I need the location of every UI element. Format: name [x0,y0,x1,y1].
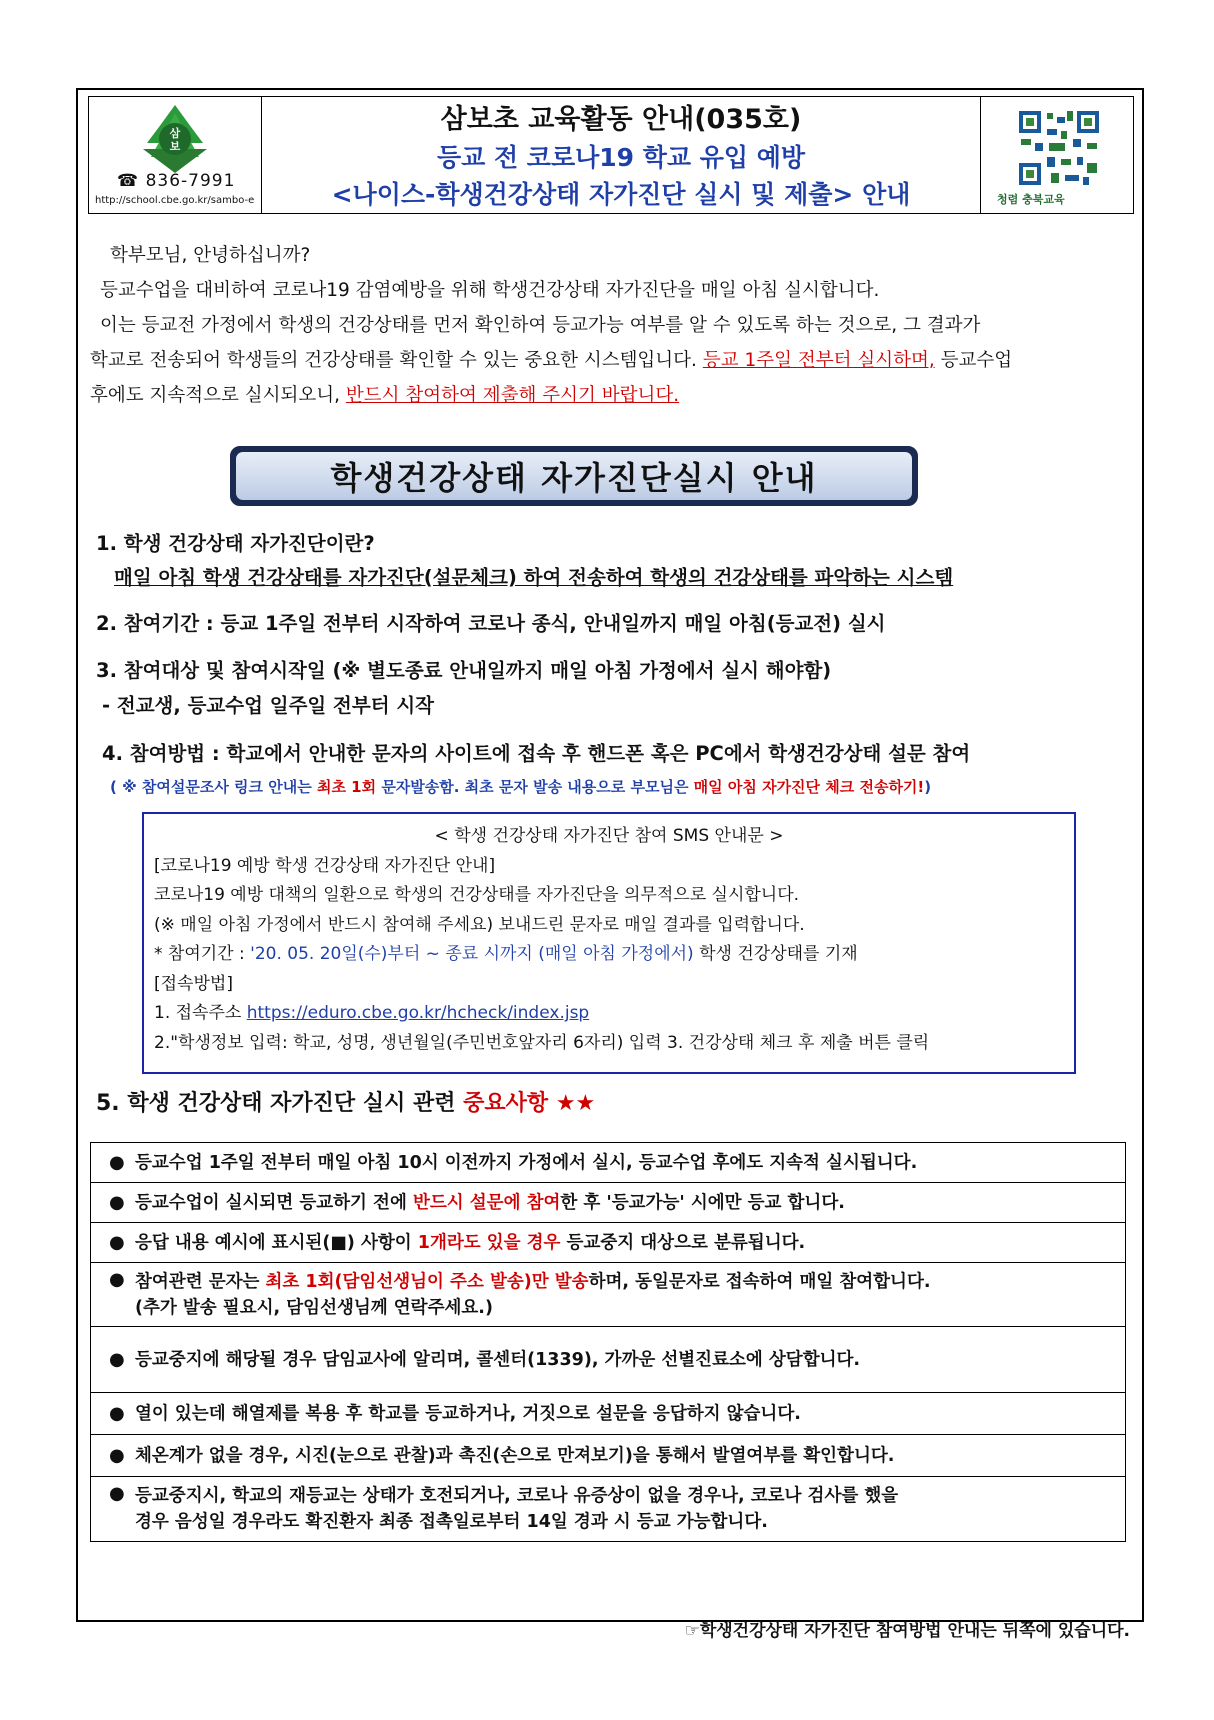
row-highlight: 최초 1회(담임선생님이 주소 발송)만 발송 [265,1272,589,1292]
row-text: 등교수업 1주일 전부터 매일 아침 10시 이전까지 가정에서 실시, 등교수업 후에도 지속적 실시됩니다. [135,1152,918,1173]
sms-line: [코로나19 예방 학생 건강상태 자가진단 안내] [154,855,496,876]
sms-span: 1. 접속주소 [154,1003,247,1023]
bullet-icon: ● [109,1349,125,1370]
bullet-icon: ● [109,1483,125,1504]
row-highlight: 반드시 설문에 참여 [412,1192,561,1213]
note-row [91,1393,1125,1435]
bullet-icon: ● [109,1445,125,1466]
row-span: 참여관련 문자는 [135,1272,266,1292]
section-2: 2. 참여기간 : 등교 1주일 전부터 시작하여 코로나 종식, 안내일까지 매일 아침(등교전) 실시 [96,612,886,635]
row-span: 등교중지 대상으로 분류됩니다. [560,1232,806,1253]
bullet-icon: ● [109,1152,125,1173]
footer-note: ☞학생건강상태 자가진단 참여방법 안내는 뒤쪽에 있습니다. [684,1621,1130,1641]
row-span: 등교수업이 실시되면 등교하기 전에 [135,1192,413,1213]
banner-title: 학생건강상태 자가진단실시 안내 [236,452,912,500]
page-frame [76,88,1144,1641]
school-url[interactable]: http://school.cbe.go.kr/sambo-e [95,195,255,206]
note-span: ) [924,778,932,796]
qr-cell [981,97,1133,213]
intro-line: 등교수업을 대비하여 코로나19 감염예방을 위해 학생건강상태 자가진단을 매일 아침 실시합니다. [100,280,880,301]
important-notes-table [90,1142,1126,1542]
sms-span: 학생 건강상태를 기재 [693,944,858,964]
svg-text:삼: 삼 [169,127,181,140]
section-1-title: 1. 학생 건강상태 자가진단이란? [96,532,375,555]
section-banner [230,446,918,506]
school-logo-icon [133,103,217,175]
sms-notice-box [142,812,1076,1074]
sms-line: [접속방법] [154,973,233,994]
school-logo-cell [89,97,262,213]
row-span: 경우 음성일 경우라도 확진환자 최종 접촉일로부터 14일 경과 시 등교 가능합니다. [135,1512,768,1532]
section-5-highlight: 중요사항 ★★ [463,1091,596,1116]
intro-line [90,378,1136,413]
row-span: 등교중지시, 학교의 재등교는 상태가 호전되거나, 코로나 유증상이 없을 경우나, 코로나 검사를 했을 [135,1486,899,1506]
intro-text [90,238,1136,413]
bullet-icon: ● [109,1269,125,1290]
row-text [135,1483,898,1535]
intro-highlight: 등교 1주일 전부터 실시하며, [702,350,935,371]
sms-line [154,940,1064,970]
section-4-note [110,776,931,797]
row-span: 하며, 동일문자로 접속하여 매일 참여합니다. [588,1272,931,1292]
note-row [91,1263,1125,1327]
section-3-title: 3. 참여대상 및 참여시작일 (※ 별도종료 안내일까지 매일 아침 가정에서 실시 해야함) [96,659,832,682]
note-highlight: 최초 1회 [316,778,377,796]
note-row [91,1183,1125,1223]
svg-text:보: 보 [169,140,181,153]
intro-highlight: 반드시 참여하여 제출해 주시기 바랍니다. [345,385,680,406]
hcheck-link[interactable]: https://eduro.cbe.go.kr/hcheck/index.jsp [246,1003,590,1023]
note-row [91,1435,1125,1477]
header-table [88,96,1134,214]
sms-line: (※ 매일 아침 가정에서 반드시 참여해 주세요) 보내드린 문자로 매일 결과를 입력합니다. [154,914,805,935]
note-row [91,1223,1125,1263]
sms-title: < 학생 건강상태 자가진단 참여 SMS 안내문 > [434,826,784,846]
sms-line [154,999,1064,1029]
section-1-body: 매일 아침 학생 건강상태를 자가진단(설문체크) 하여 전송하여 학생의 건강상태를 파악하는 시스템 [114,566,954,589]
qr-code-icon [1017,109,1101,187]
sms-line: 2."학생정보 입력: 학교, 성명, 생년월일(주민번호앞자리 6자리) 입력 3. 건강상태 체크 후 제출 버튼 클릭 [154,1032,930,1053]
row-text [135,1269,931,1321]
row-highlight: 1개라도 있을 경우 [417,1232,561,1253]
title-cell [262,97,981,213]
section-3-body: - 전교생, 등교수업 일주일 전부터 시작 [102,694,435,717]
note-row [91,1327,1125,1393]
row-text [135,1230,805,1256]
greeting: 학부모님, 안녕하십니까? [110,245,311,266]
note-highlight: 매일 아침 자가진단 체크 전송하기! [693,778,925,796]
row-text: 열이 있는데 해열제를 복용 후 학교를 등교하거나, 거짓으로 설문을 응답하지 않습니다. [135,1403,801,1424]
row-text: 등교중지에 해당될 경우 담임교사에 알리며, 콜센터(1339), 가까운 선별진료소에 상담합니다. [135,1349,861,1370]
intro-line [90,343,1136,378]
section-4-title: 4. 참여방법 : 학교에서 안내한 문자의 사이트에 접속 후 핸드폰 혹은 PC에서 학생건강상태 설문 참여 [102,742,971,765]
school-phone: ☎ 836-7991 [117,171,236,191]
row-span: 응답 내용 예시에 표시된(■) 사항이 [135,1232,418,1253]
qr-caption: 청렴 충북교육 [997,193,1065,206]
document-subtitle-2: <나이스-학생건강상태 자가진단 실시 및 제출> 안내 [331,180,911,209]
row-text [135,1190,845,1216]
row-span: (추가 발송 필요시, 담임선생님께 연락주세요.) [135,1298,493,1318]
sms-line: 코로나19 예방 대책의 일환으로 학생의 건강상태를 자가진단을 의무적으로 실시합니다. [154,885,800,905]
document-subtitle: 등교 전 코로나19 학교 유입 예방 [436,143,806,172]
intro-span: 학교로 전송되어 학생들의 건강상태를 확인할 수 있는 중요한 시스템입니다. [90,350,697,371]
sms-period: '20. 05. 20일(수)부터 ~ 종료 시까지 (매일 아침 가정에서) [250,944,694,964]
intro-line: 이는 등교전 가정에서 학생의 건강상태를 먼저 확인하여 등교가능 여부를 알 수 있도록 하는 것으로, 그 결과가 [100,315,981,336]
note-row [91,1143,1125,1183]
bullet-icon: ● [109,1192,125,1213]
document-title: 삼보초 교육활동 안내(035호) [440,104,802,135]
section-5-title [96,1086,595,1117]
sms-span: * 참여기간 : [154,944,251,964]
bullet-icon: ● [109,1232,125,1253]
bullet-icon: ● [109,1403,125,1424]
note-span: ( ※ 참여설문조사 링크 안내는 [110,778,317,796]
note-row [91,1477,1125,1541]
row-span: 한 후 '등교가능' 시에만 등교 합니다. [560,1192,845,1213]
row-text: 체온계가 없을 경우, 시진(눈으로 관찰)과 촉진(손으로 만져보기)을 통해서 발열여부를 확인합니다. [135,1445,895,1466]
intro-span: 후에도 지속적으로 실시되오니, [90,385,340,406]
note-span: 문자발송함. 최초 문자 발송 내용으로 부모님은 [376,778,694,796]
section-5-label: 5. 학생 건강상태 자가진단 실시 관련 [96,1091,464,1116]
intro-span: 등교수업 [940,350,1013,371]
